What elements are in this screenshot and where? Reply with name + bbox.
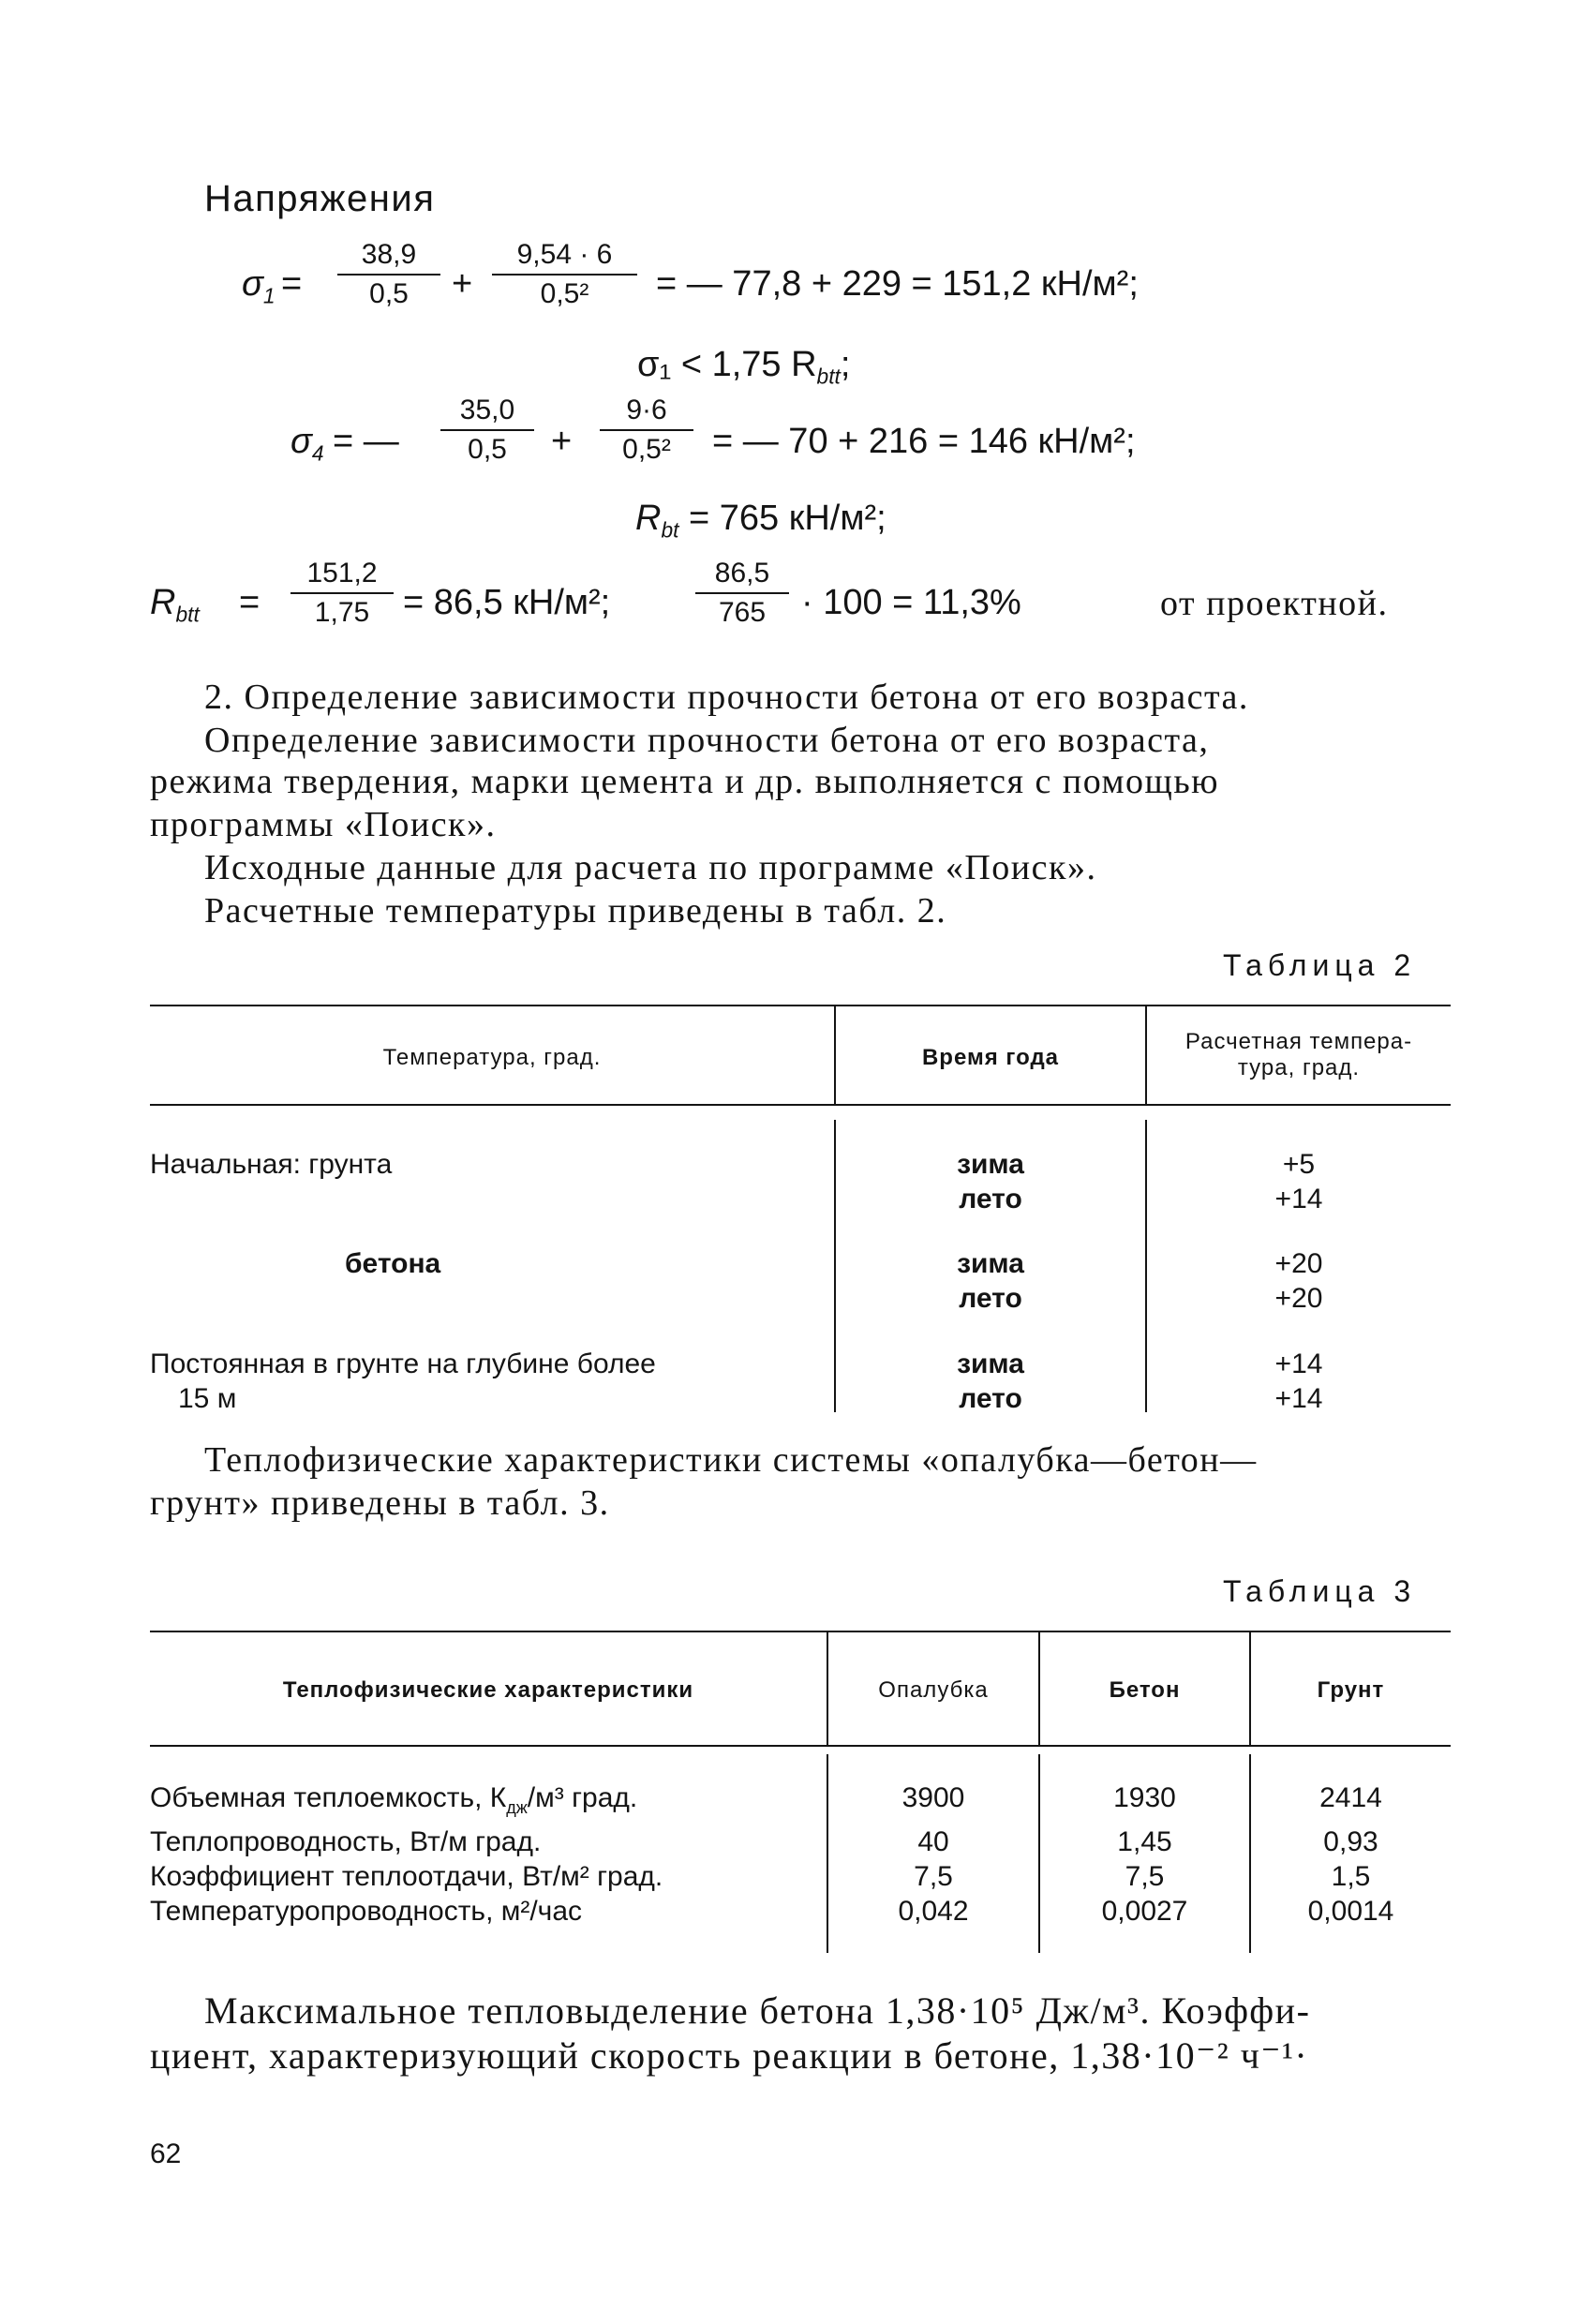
table-cell-value: +14 <box>1274 1348 1323 1379</box>
table-3-header-formwork: Опалубка <box>878 1677 989 1703</box>
table-row-label: Начальная: грунта <box>150 1149 393 1180</box>
paragraph-line: Исходные данные для расчета по программе «Поиск». <box>204 848 1097 887</box>
table-cell-value: +14 <box>1274 1184 1323 1214</box>
table-cell-value: 0,93 <box>1323 1826 1378 1857</box>
equation-rbt: $R_{bt} = 765$ кН/м²; <box>635 499 886 543</box>
table-cell-value: 1,5 <box>1331 1861 1371 1892</box>
table-3-header-soil: Грунт <box>1317 1677 1385 1703</box>
table-cell-season: зима <box>957 1248 1024 1279</box>
table-cell-value: 7,5 <box>914 1861 953 1892</box>
paragraph-line: режима твердения, марки цемента и др. выполняется с помощью <box>150 762 1220 801</box>
paragraph-line: циент, характеризующий скорость реакции в бетоне, 1,38·10⁻² ч⁻¹· <box>150 2034 1309 2077</box>
section-2-title: 2. Определение зависимости прочности бетона от его возраста. <box>204 678 1249 717</box>
equation-sigma1-limit: σ₁ < 1,75 $R_{btt}$; <box>637 345 851 389</box>
table-row-label: Коэффициент теплоотдачи, Вт/м² град. <box>150 1861 663 1892</box>
paragraph-line: программы «Поиск». <box>150 805 497 844</box>
table-cell-value: 40 <box>917 1826 949 1857</box>
table-3-caption: Таблица 3 <box>1223 1574 1417 1608</box>
table-row-label: Температуропроводность, м²/час <box>150 1896 583 1927</box>
paragraph-line: Расчетные температуры приведены в табл. 2. <box>204 891 947 931</box>
table-cell-value: +14 <box>1274 1383 1323 1414</box>
table-2-header-season: Время года <box>921 1045 1060 1070</box>
table-row-label: Объемная теплоемкость, $К_{дж}/м^3$ град. <box>150 1782 638 1817</box>
table-row-label-cont: 15 м <box>178 1383 237 1414</box>
table-cell-value: +20 <box>1274 1283 1323 1314</box>
table-cell-season: лето <box>959 1283 1022 1314</box>
paragraph-line: Теплофизические характеристики системы «опалубка—бетон— <box>204 1440 1258 1480</box>
table-cell-value: 1,45 <box>1117 1826 1172 1857</box>
table-3-header-concrete: Бетон <box>1109 1677 1181 1703</box>
table-2-caption: Таблица 2 <box>1223 948 1417 982</box>
table-row-label: Теплопроводность, Вт/м град. <box>150 1826 542 1857</box>
table-cell-season: лето <box>959 1184 1022 1214</box>
table-2-header-calc-2: тура, град. <box>1237 1055 1361 1080</box>
table-cell-value: +20 <box>1274 1248 1323 1279</box>
table-2-header-calc: Расчетная темпера- <box>1184 1029 1413 1054</box>
paragraph-line: Определение зависимости прочности бетона от его возраста, <box>204 721 1210 760</box>
section-heading: Напряжения <box>204 178 436 219</box>
table-2-header-temperature: Температура, град. <box>382 1045 602 1070</box>
table-cell-value: 0,0014 <box>1307 1896 1394 1927</box>
table-row-label: Постоянная в грунте на глубине более <box>150 1348 656 1379</box>
table-cell-season: зима <box>957 1348 1024 1379</box>
table-row-label: бетона <box>345 1248 441 1279</box>
table-cell-value: 1930 <box>1113 1782 1176 1813</box>
table-cell-value: 0,0027 <box>1101 1896 1188 1927</box>
table-cell-season: лето <box>959 1383 1022 1414</box>
table-cell-value: 2414 <box>1319 1782 1382 1813</box>
page-number: 62 <box>150 2138 182 2169</box>
table-3-header-characteristics: Теплофизические характеристики <box>282 1677 694 1703</box>
paragraph-line: Максимальное тепловыделение бетона 1,38·10⁵ Дж/м³. Коэффи- <box>204 1989 1311 2032</box>
table-cell-season: зима <box>957 1149 1024 1180</box>
table-cell-value: 0,042 <box>898 1896 969 1927</box>
table-cell-value: +5 <box>1282 1149 1316 1180</box>
table-cell-value: 3900 <box>901 1782 965 1813</box>
table-cell-value: 7,5 <box>1125 1861 1165 1892</box>
paragraph-line: грунт» приведены в табл. 3. <box>150 1483 610 1523</box>
